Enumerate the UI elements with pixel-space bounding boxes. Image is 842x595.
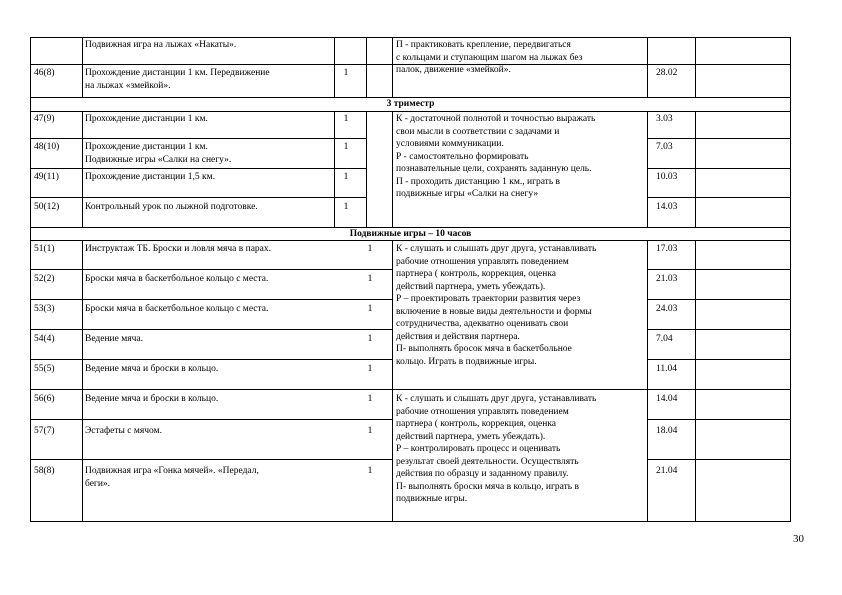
lesson-date: 14.03: [656, 202, 678, 212]
uud-description: К - слушать и слышать друг друга, устанавливать рабочие отношения управлять поведением партнера ( контроль, коррекция, оценка действий партнера, уметь убеждать). Р – контролировать процесс и оценивать результат своей деятельности. Осуществлять действия по образцу и заданному правилу. П- выполнять броски мяча в кольцо, играть в подвижные игры.: [396, 394, 597, 504]
lesson-date: 14.04: [656, 394, 678, 404]
row-border: [30, 419, 392, 420]
col-border: [366, 37, 367, 97]
lesson-number: 53(3): [34, 304, 55, 314]
row-border: [647, 359, 791, 360]
row-border: [30, 269, 392, 270]
lesson-number: 48(10): [34, 142, 60, 152]
page-number: 30: [793, 533, 804, 545]
lesson-date: 7.04: [656, 334, 673, 344]
lesson-hours: 1: [367, 364, 373, 374]
row-border: [30, 197, 366, 198]
row-border: [30, 359, 392, 360]
lesson-name: Подвижная игра «Гонка мячей». «Передал, беги».: [85, 466, 259, 489]
lesson-name: Прохождение дистанции 1,5 км.: [85, 172, 215, 182]
lesson-hours: 1: [367, 304, 373, 314]
row-border: [30, 138, 366, 139]
col-border: [366, 111, 367, 227]
lesson-hours: 1: [343, 172, 349, 182]
row-border: [647, 269, 791, 270]
lesson-hours: 1: [343, 68, 349, 78]
col-border: [392, 240, 393, 522]
lesson-date: 24.03: [656, 304, 678, 314]
lesson-number: 47(9): [34, 114, 55, 124]
lesson-hours: 1: [343, 142, 349, 152]
lesson-name: Эстафеты с мячом.: [85, 426, 162, 436]
col-border: [82, 240, 83, 522]
lesson-name: Прохождение дистанции 1 км.: [85, 114, 208, 124]
row-border: [30, 521, 791, 522]
lesson-number: 55(5): [34, 364, 55, 374]
lesson-hours: 1: [367, 274, 373, 284]
row-border: [30, 240, 791, 241]
lesson-name: Инструктаж ТБ. Броски и ловля мяча в парах.: [85, 244, 272, 254]
section-header: Подвижные игры – 10 часов: [349, 229, 472, 239]
row-border: [647, 419, 791, 420]
row-border: [647, 299, 791, 300]
lesson-name: Ведение мяча и броски в кольцо.: [85, 364, 219, 374]
row-border: [647, 138, 791, 139]
lesson-number: 46(8): [34, 68, 55, 78]
lesson-hours: 1: [343, 202, 349, 212]
lesson-hours: 1: [367, 244, 373, 254]
col-border: [695, 37, 696, 97]
lesson-number: 54(4): [34, 334, 55, 344]
row-border: [30, 459, 392, 460]
row-border: [30, 111, 791, 112]
lesson-date: 17.03: [656, 244, 678, 254]
lesson-date: 21.04: [656, 466, 678, 476]
lesson-hours: 1: [367, 394, 373, 404]
lesson-date: 28.02: [656, 68, 678, 78]
lesson-name: Броски мяча в баскетбольное кольцо с места.: [85, 274, 269, 284]
lesson-number: 52(2): [34, 274, 55, 284]
row-border: [30, 389, 791, 390]
col-border: [392, 37, 393, 97]
lesson-date: 3.03: [656, 114, 673, 124]
lesson-plan-table: [30, 37, 791, 522]
lesson-hours: 1: [343, 114, 349, 124]
row-border: [647, 329, 791, 330]
lesson-number: 49(11): [34, 172, 59, 182]
lesson-date: 11.04: [656, 364, 678, 374]
lesson-name: Прохождение дистанции 1 км. Подвижные игры «Салки на снегу».: [85, 142, 232, 165]
lesson-name: Ведение мяча и броски в кольцо.: [85, 394, 219, 404]
lesson-hours: 1: [367, 426, 373, 436]
lesson-number: 56(6): [34, 394, 55, 404]
col-border: [82, 111, 83, 227]
col-border: [695, 240, 696, 522]
lesson-name: Контрольный урок по лыжной подготовке.: [85, 202, 258, 212]
lesson-number: 57(7): [34, 426, 55, 436]
lesson-name: Подвижная игра на лыжах «Накаты».: [85, 40, 237, 50]
lesson-date: 7.03: [656, 142, 673, 152]
uud-description: П - практиковать крепление, передвигаться с кольцами и ступающим шагом на лыжах без палок, движение «змейкой».: [396, 40, 583, 75]
row-border: [30, 299, 392, 300]
lesson-name: Прохождение дистанции 1 км. Передвижение на лыжах «змейкой».: [85, 68, 270, 91]
lesson-date: 21.03: [656, 274, 678, 284]
lesson-number: 50(12): [34, 202, 60, 212]
lesson-name: Броски мяча в баскетбольное кольцо с места.: [85, 304, 269, 314]
row-border: [30, 168, 366, 169]
row-border: [30, 329, 392, 330]
col-border: [695, 111, 696, 227]
col-border: [82, 37, 83, 97]
section-header: 3 триместр: [386, 99, 435, 109]
lesson-number: 51(1): [34, 244, 55, 254]
lesson-date: 10.03: [656, 172, 678, 182]
lesson-number: 58(8): [34, 466, 55, 476]
lesson-hours: 1: [367, 466, 373, 476]
row-border: [30, 37, 791, 38]
row-border: [647, 168, 791, 169]
lesson-name: Ведение мяча.: [85, 334, 143, 344]
lesson-date: 18.04: [656, 426, 678, 436]
row-border: [647, 197, 791, 198]
uud-description: К - слушать и слышать друг друга, устанавливать рабочие отношения управлять поведением партнера ( контроль, коррекция, оценка действий партнера, уметь убеждать). Р – проектировать траектории развития через включение в новые виды деятельности и формы сотрудничества, адекватно оценивать свои действия и действия партнера. П- выполнять бросок мяча в баскетбольное кольцо. Играть в подвижные игры.: [396, 244, 597, 367]
row-border: [647, 459, 791, 460]
col-border: [392, 111, 393, 227]
uud-description: К - достаточной полнотой и точностью выражать свои мысли в соответствии с задачами и условиями коммуникации. Р - самостоятельно формировать познавательные цели, сохранять заданную цель. П - проходить дистанцию 1 км., играть в подвижные игры «Салки на снегу»: [396, 114, 596, 199]
lesson-hours: 1: [367, 334, 373, 344]
